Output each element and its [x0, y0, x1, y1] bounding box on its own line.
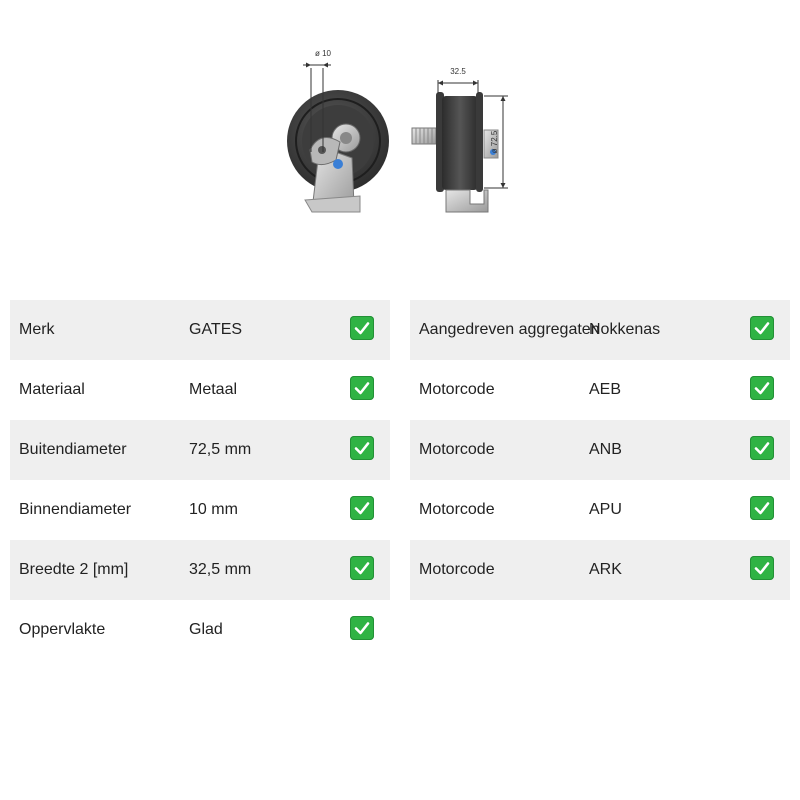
spec-row [10, 420, 390, 480]
check-icon [750, 436, 774, 460]
spec-value: 32,5 mm [189, 561, 252, 578]
spec-row [10, 540, 390, 600]
spec-row [410, 480, 790, 540]
spec-row [410, 540, 790, 600]
dim-diameter-label: ø 72.5 [490, 130, 499, 154]
spec-value: 72,5 mm [189, 441, 252, 458]
pulley-side-view [412, 67, 508, 212]
spec-table-right [410, 300, 790, 600]
spec-label: Motorcode [419, 441, 495, 458]
spec-value: Metaal [189, 381, 238, 398]
spec-value: AEB [589, 381, 622, 398]
spec-row [10, 600, 390, 660]
check-icon [750, 376, 774, 400]
check-icon [350, 616, 374, 640]
product-image [0, 0, 800, 260]
dim-depth-label: 32.5 [450, 67, 466, 76]
spec-row [10, 360, 390, 420]
spec-value: Nokkenas [589, 321, 661, 338]
pulley-front-view [287, 49, 389, 212]
check-icon [350, 496, 374, 520]
check-icon [750, 316, 774, 340]
spec-table-left [10, 300, 390, 660]
spec-label: Buitendiameter [19, 441, 127, 458]
spec-label: Breedte 2 [mm] [19, 561, 129, 578]
spec-row [410, 300, 790, 360]
spec-label: Motorcode [419, 561, 495, 578]
spec-label: Merk [19, 321, 55, 338]
check-icon [750, 496, 774, 520]
check-icon [750, 556, 774, 580]
spec-row [410, 420, 790, 480]
spec-label: Binnendiameter [19, 501, 132, 518]
spec-row [10, 300, 390, 360]
spec-value: GATES [189, 321, 243, 338]
check-icon [350, 556, 374, 580]
spec-value: Glad [189, 621, 223, 638]
spec-label: Aangedreven aggregaten [419, 321, 600, 338]
spec-label: Oppervlakte [19, 621, 106, 638]
spec-value: 10 mm [189, 501, 238, 518]
spec-label: Motorcode [419, 501, 495, 518]
spec-value: APU [589, 501, 622, 518]
spec-label: Motorcode [419, 381, 495, 398]
check-icon [350, 316, 374, 340]
spec-row [10, 480, 390, 540]
spec-label: Materiaal [19, 381, 85, 398]
check-icon [350, 436, 374, 460]
check-icon [350, 376, 374, 400]
spec-value: ANB [589, 441, 622, 458]
spec-value: ARK [589, 561, 622, 578]
spec-row [410, 360, 790, 420]
dim-width-label: ø 10 [314, 49, 332, 58]
